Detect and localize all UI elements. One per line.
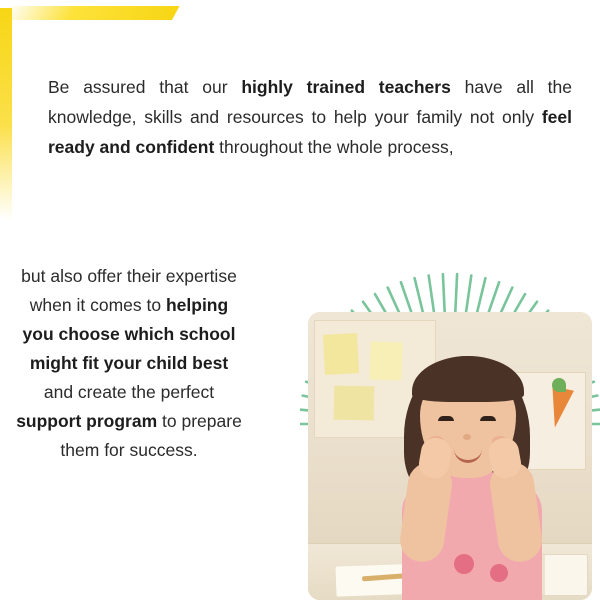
sticky-note-icon (369, 341, 402, 380)
body-text: Be assured that our (48, 77, 242, 97)
yellow-corner-left-accent (0, 8, 12, 220)
emphasis-text: highly trained teachers (241, 77, 451, 97)
body-text: but also offer their expertise when it comes to (21, 266, 237, 315)
book-icon (534, 554, 588, 596)
top-paragraph (48, 72, 572, 162)
classroom-girl-photo (308, 312, 592, 600)
body-text: to prepare them for success. (60, 411, 242, 460)
girl-nose (463, 434, 471, 440)
girl-eye (480, 416, 496, 421)
girl-eye (438, 416, 454, 421)
emphasis-text: feel ready and confident (48, 107, 572, 157)
sticky-note-icon (323, 333, 359, 375)
dress-flower (454, 554, 474, 574)
emphasis-text: helping you choose which school might fit your child best (22, 295, 236, 373)
sticky-note-icon (334, 386, 375, 421)
body-text: and create the perfect (43, 382, 215, 402)
carrot-leaf-icon (552, 378, 566, 392)
yellow-corner-top-accent (0, 6, 179, 20)
photo-block (300, 246, 600, 600)
emphasis-text: support program (16, 411, 158, 431)
body-text: have all the knowledge, skills and resources to help your family not only (48, 77, 572, 127)
left-paragraph (14, 262, 244, 465)
body-text: throughout the whole process, (214, 137, 454, 157)
dress-flower (490, 564, 508, 582)
